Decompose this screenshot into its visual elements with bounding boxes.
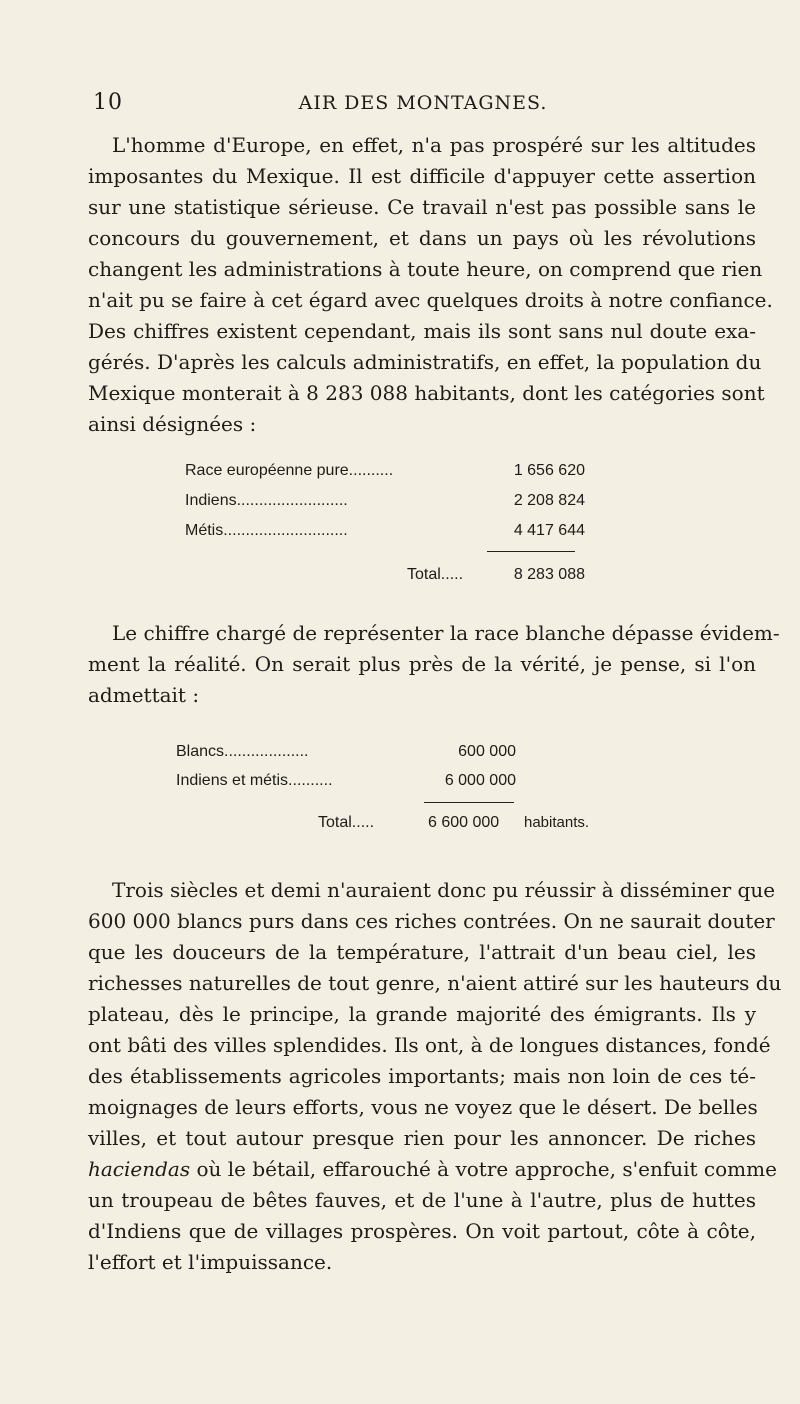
page-number: 10 <box>93 90 123 115</box>
text-line: richesses naturelles de tout genre, n'aient attiré sur les hauteurs du <box>88 971 782 995</box>
text-line: changent les administrations à toute heure, on comprend que rien <box>88 257 763 281</box>
total-value: 8 283 088 <box>513 566 585 583</box>
row-label: Métis............................ <box>185 522 348 539</box>
text-line: admettait : <box>88 683 200 707</box>
text-line: un troupeau de bêtes fauves, et de l'une à l'autre, plus de huttes <box>88 1188 756 1212</box>
table-row <box>176 743 516 767</box>
sum-rule <box>487 551 575 552</box>
text-line: plateau, dès le principe, la grande majorité des émigrants. Ils y <box>88 1002 756 1026</box>
row-value: 1 656 620 <box>513 462 585 479</box>
text-line: imposantes du Mexique. Il est difficile d'appuyer cette assertion <box>88 164 756 188</box>
text-line: des établissements agricoles importants; mais non loin de ces té- <box>88 1064 756 1088</box>
total-label: Total..... <box>407 566 464 583</box>
text-line: gérés. D'après les calculs administratifs, en effet, la population du <box>88 350 762 374</box>
running-title: AIR DES MONTAGNES. <box>298 92 548 114</box>
row-value: 6 000 000 <box>444 772 516 789</box>
total-unit: habitants. <box>524 814 590 831</box>
sum-rule <box>424 802 514 803</box>
total-label: Total..... <box>318 814 375 831</box>
total-value: 6 600 000 <box>428 814 500 831</box>
table-row <box>185 462 605 486</box>
italic-word: haciendas <box>88 1157 191 1181</box>
text-line: d'Indiens que de villages prospères. On voit partout, côte à côte, <box>88 1219 756 1243</box>
text-line: Des chiffres existent cependant, mais ils sont sans nul doute exa- <box>88 319 756 343</box>
table-row <box>176 772 516 796</box>
text-line: ainsi désignées : <box>88 412 257 436</box>
text-line: L'homme d'Europe, en effet, n'a pas prospéré sur les altitudes <box>112 133 756 157</box>
paragraph-3 <box>88 875 782 1278</box>
text-line: ont bâti des villes splendides. Ils ont, à de longues distances, fondé <box>88 1033 771 1057</box>
table-row <box>185 522 605 546</box>
text-line: l'effort et l'impuissance. <box>88 1250 333 1274</box>
text-line: concours du gouvernement, et dans un pays où les révolutions <box>88 226 756 250</box>
text-line: sur une statistique sérieuse. Ce travail n'est pas possible sans le <box>88 195 756 219</box>
table-row <box>185 492 605 516</box>
text-line: que les douceurs de la température, l'attrait d'un beau ciel, les <box>88 940 756 964</box>
row-value: 600 000 <box>458 743 516 760</box>
text-line: n'ait pu se faire à cet égard avec quelques droits à notre confiance. <box>88 288 773 312</box>
population-table-1 <box>185 462 605 602</box>
text-line: Trois siècles et demi n'auraient donc pu réussir à disséminer que <box>112 878 776 902</box>
text-line: 600 000 blancs purs dans ces riches contrées. On ne saurait douter <box>88 909 775 933</box>
text-line: moignages de leurs efforts, vous ne voyez que le désert. De belles <box>88 1095 758 1119</box>
row-label: Race européenne pure.......... <box>185 462 394 479</box>
row-label: Indiens......................... <box>185 492 348 509</box>
row-label: Blancs................... <box>176 743 309 760</box>
paragraph-1 <box>88 130 773 440</box>
row-label: Indiens et métis.......... <box>176 772 333 789</box>
text-line: Mexique monterait à 8 283 088 habitants, dont les catégories sont <box>88 381 765 405</box>
row-value: 4 417 644 <box>513 522 585 539</box>
text-line: Le chiffre chargé de représenter la race blanche dépasse évidem- <box>112 621 780 645</box>
running-head <box>93 90 753 120</box>
text-line: villes, et tout autour presque rien pour les annoncer. De riches <box>88 1126 756 1150</box>
row-value: 2 208 824 <box>513 492 585 509</box>
text-fragment: où le bétail, effarouché à votre approche, s'enfuit comme <box>196 1157 777 1181</box>
text-line: ment la réalité. On serait plus près de la vérité, je pense, si l'on <box>88 652 756 676</box>
population-table-2 <box>176 743 636 843</box>
text-line <box>88 1154 777 1185</box>
paragraph-2 <box>88 618 780 711</box>
